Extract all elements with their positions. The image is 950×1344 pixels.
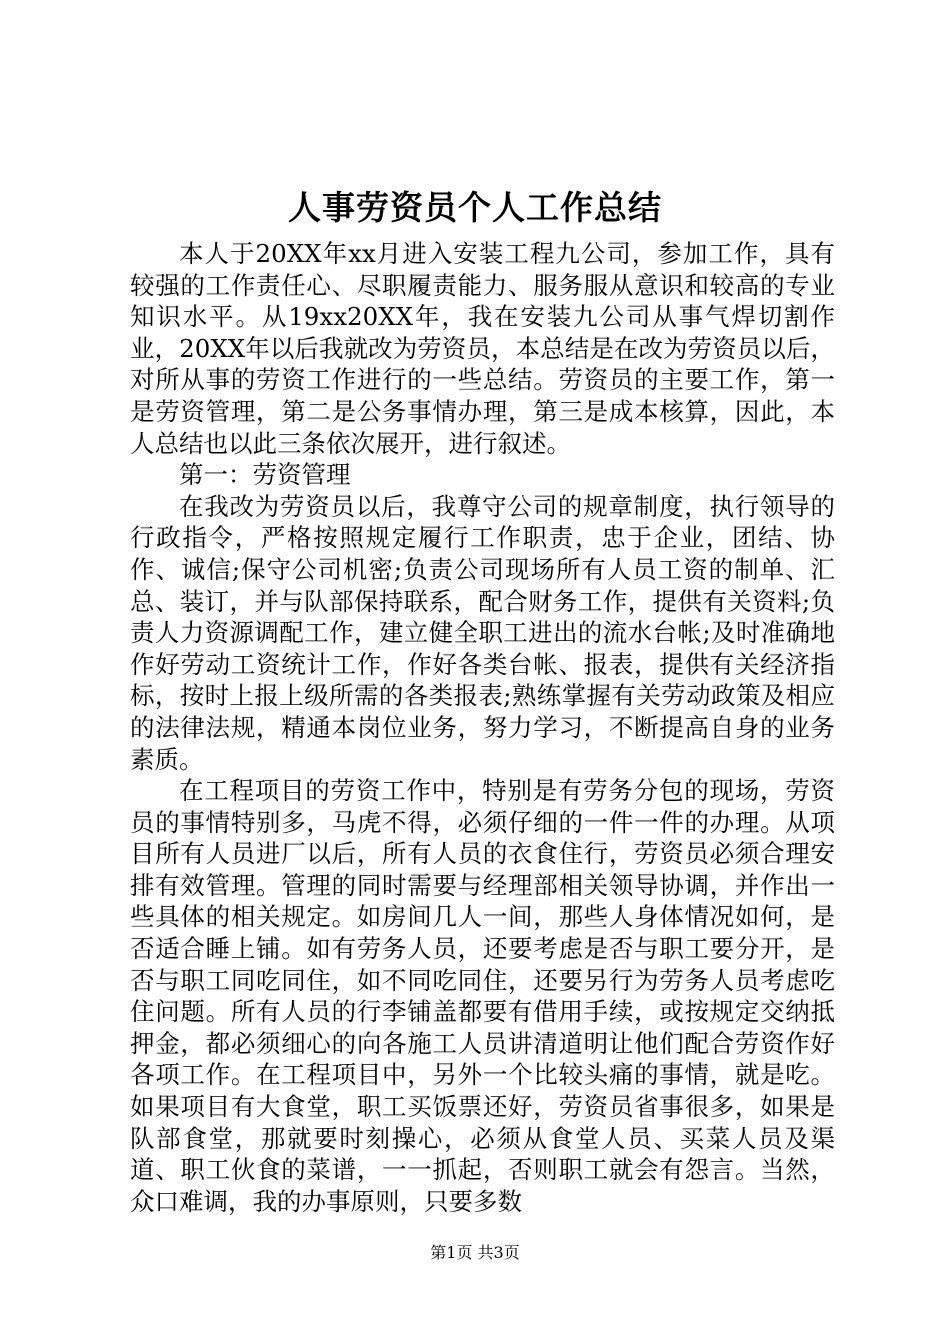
- paragraph: 本人于20XX年xx月进入安装工程九公司，参加工作，具有较强的工作责任心、尽职履责能力、服务服从意识和较高的专业知识水平。从19xx20XX年，我在安装九公司从事气焊切割作业，20XX年以后我就改为劳资员，本总结是在改为劳资员以后，对所从事的劳资工作进行的一些总结。劳资员的主要工作，第一是劳资管理，第二是公务事情办理，第三是成本核算，因此，本人总结也以此三条依次展开，进行叙述。: [130, 239, 835, 458]
- paragraph: 在工程项目的劳资工作中，特别是有劳务分包的现场，劳资员的事情特别多，马虎不得，必须仔细的一件一件的办理。从项目所有人员进厂以后，所有人员的衣食住行，劳资员必须合理安排有效管理。管理的同时需要与经理部相关领导协调，并作出一些具体的相关规定。如房间几人一间，那些人身体情况如何，是否适合睡上铺。如有劳务人员，还要考虑是否与职工要分开，是否与职工同吃同住，如不同吃同住，还要另行为劳务人员考虑吃住问题。所有人员的行李铺盖都要有借用手续，或按规定交纳抵押金，都必须细心的向各施工人员讲清道明让他们配合劳资作好各项工作。在工程项目中，另外一个比较头痛的事情，就是吃。如果项目有大食堂，职工买饭票还好，劳资员省事很多，如果是队部食堂，那就要时刻操心，必须从食堂人员、买菜人员及渠道、职工伙食的菜谱，一一抓起，否则职工就会有怨言。当然，众口难调，我的办事原则，只要多数: [130, 776, 835, 1216]
- page-title: 人事劳资员个人工作总结: [288, 188, 662, 227]
- paragraph: 在我改为劳资员以后，我尊守公司的规章制度，执行领导的行政指令，严格按照规定履行工作职责，忠于企业，团结、协作、诚信;保守公司机密;负责公司现场所有人员工资的制单、汇总、装订，并与队部保持联系，配合财务工作，提供有关资料;负责人力资源调配工作，建立健全职工进出的流水台帐;及时准确地作好劳动工资统计工作，作好各类台帐、报表，提供有关经济指标，按时上报上级所需的各类报表;熟练掌握有关劳动政策及相应的法律法规，精通本岗位业务，努力学习，不断提高自身的业务素质。: [130, 491, 835, 774]
- section-heading: 第一：劳资管理: [179, 460, 351, 490]
- document-body: [130, 238, 835, 1217]
- page-footer: 第1页 共3页: [430, 1243, 520, 1262]
